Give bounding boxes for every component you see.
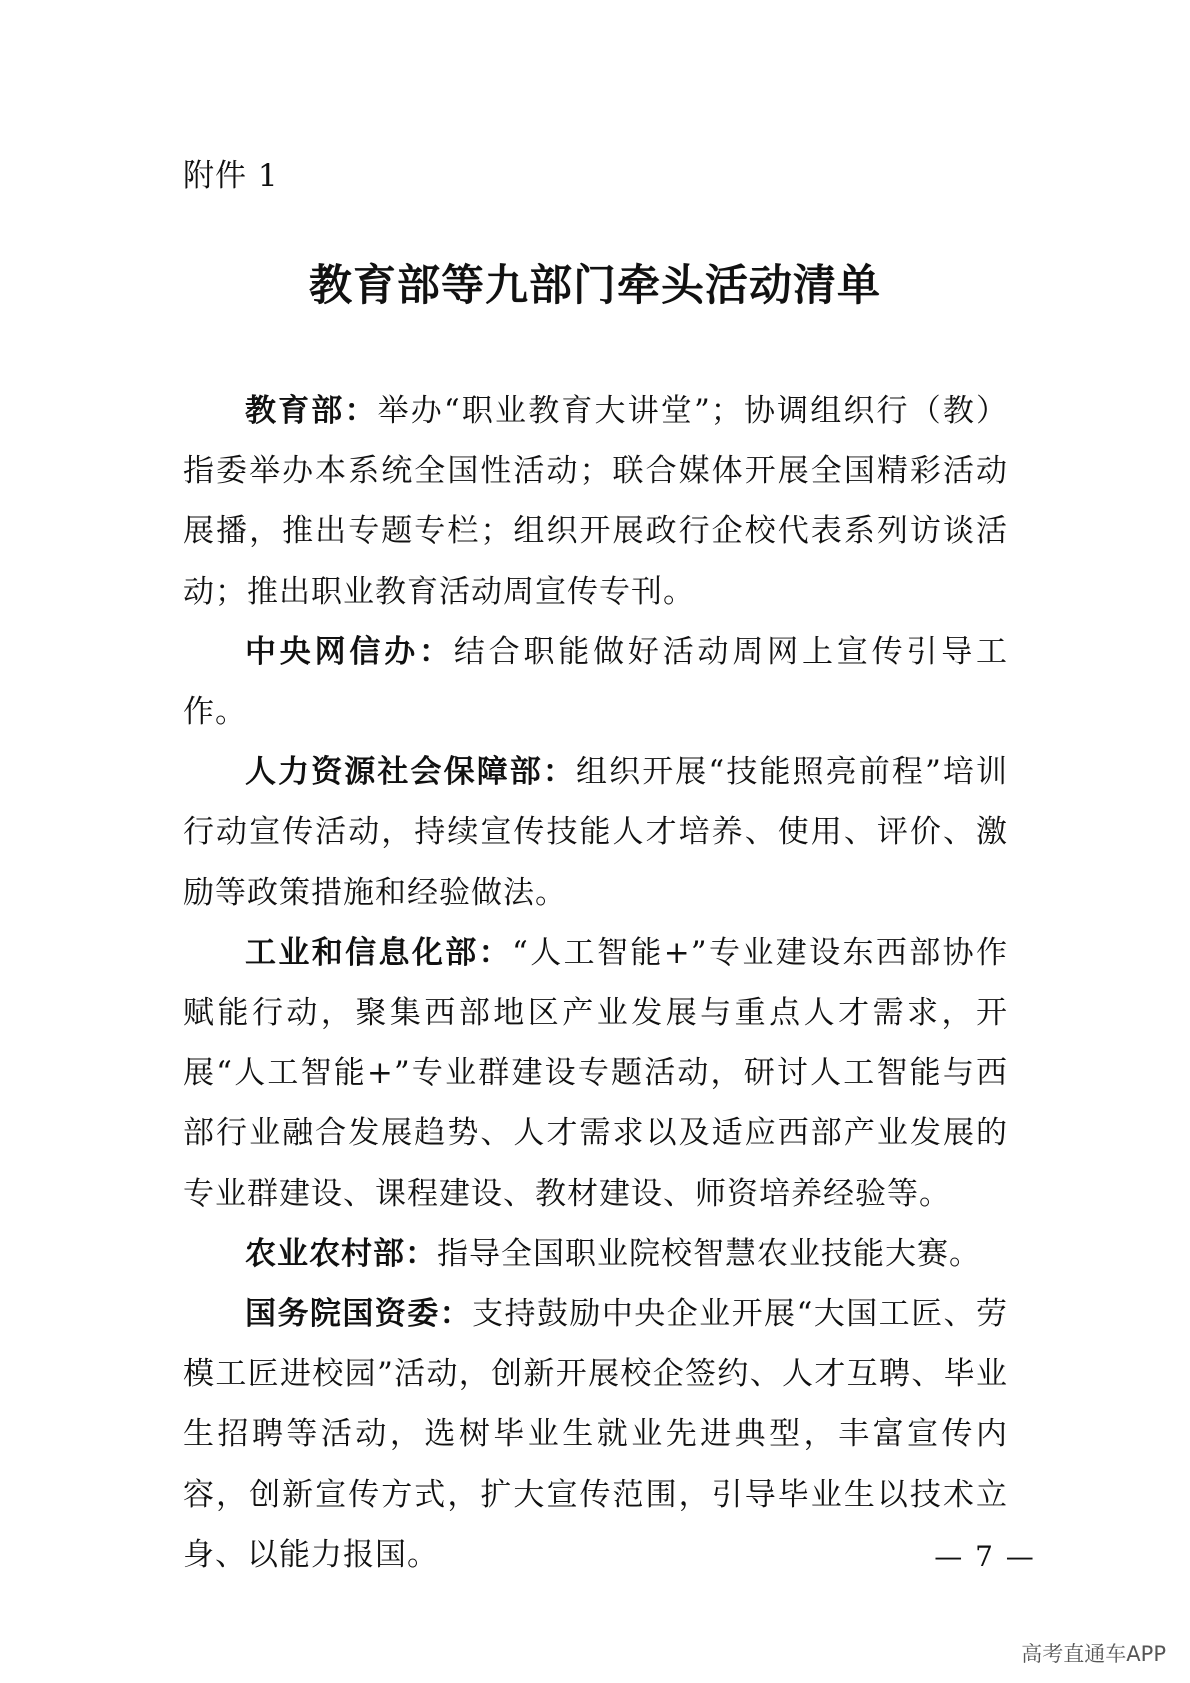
paragraph-text: 组织开展“技能照亮前程”培训行动宣传活动，持续宣传技能人才培养、使用、评价、激励等政策措施和经验做法。 [183, 754, 1008, 911]
paragraph-agriculture-ministry [183, 1224, 1008, 1284]
department-name: 农业农村部： [245, 1235, 437, 1272]
department-name: 工业和信息化部： [245, 934, 513, 971]
department-name: 国务院国资委： [245, 1296, 473, 1333]
paragraph-industry-it-ministry [183, 923, 1008, 1224]
document-title: 教育部等九部门牵头活动清单 [309, 261, 881, 311]
watermark: 高考直通车APP [1021, 1642, 1166, 1666]
attachment-label: 附件 1 [183, 158, 279, 194]
paragraph-cyberspace-office [183, 622, 1008, 742]
department-name: 中央网信办： [245, 633, 454, 670]
paragraph-human-resources-ministry [183, 742, 1008, 923]
paragraph-text: 指导全国职业院校智慧农业技能大赛。 [437, 1235, 981, 1272]
paragraph-text: 举办“职业教育大讲堂”；协调组织行（教）指委举办本系统全国性活动；联合媒体开展全国精彩活动展播，推出专题专栏；组织开展政行企校代表系列访谈活动；推出职业教育活动周宣传专刊。 [183, 393, 1009, 610]
paragraph-text: 支持鼓励中央企业开展“大国工匠、劳模工匠进校园”活动，创新开展校企签约、人才互聘、毕业生招聘等活动，选树毕业生就业先进典型，丰富宣传内容，创新宣传方式，扩大宣传范围，引导毕业生以技术立身、以能力报国。 [183, 1296, 1008, 1573]
department-name: 人力资源社会保障部： [245, 754, 576, 791]
paragraph-education-ministry [183, 381, 1008, 622]
page-number: — 7 — [934, 1540, 1036, 1573]
document-body [183, 381, 1008, 1585]
paragraph-text: 结合职能做好活动周网上宣传引导工作。 [183, 633, 1009, 731]
paragraph-text: “人工智能+”专业建设东西部协作赋能行动，聚集西部地区产业发展与重点人才需求，开展“人工智能+”专业群建设专题活动，研讨人工智能与西部行业融合发展趋势、人才需求以及适应西部产业发展的专业群建设、课程建设、教材建设、师资培养经验等。 [183, 934, 1009, 1212]
department-name: 教育部： [245, 393, 378, 429]
